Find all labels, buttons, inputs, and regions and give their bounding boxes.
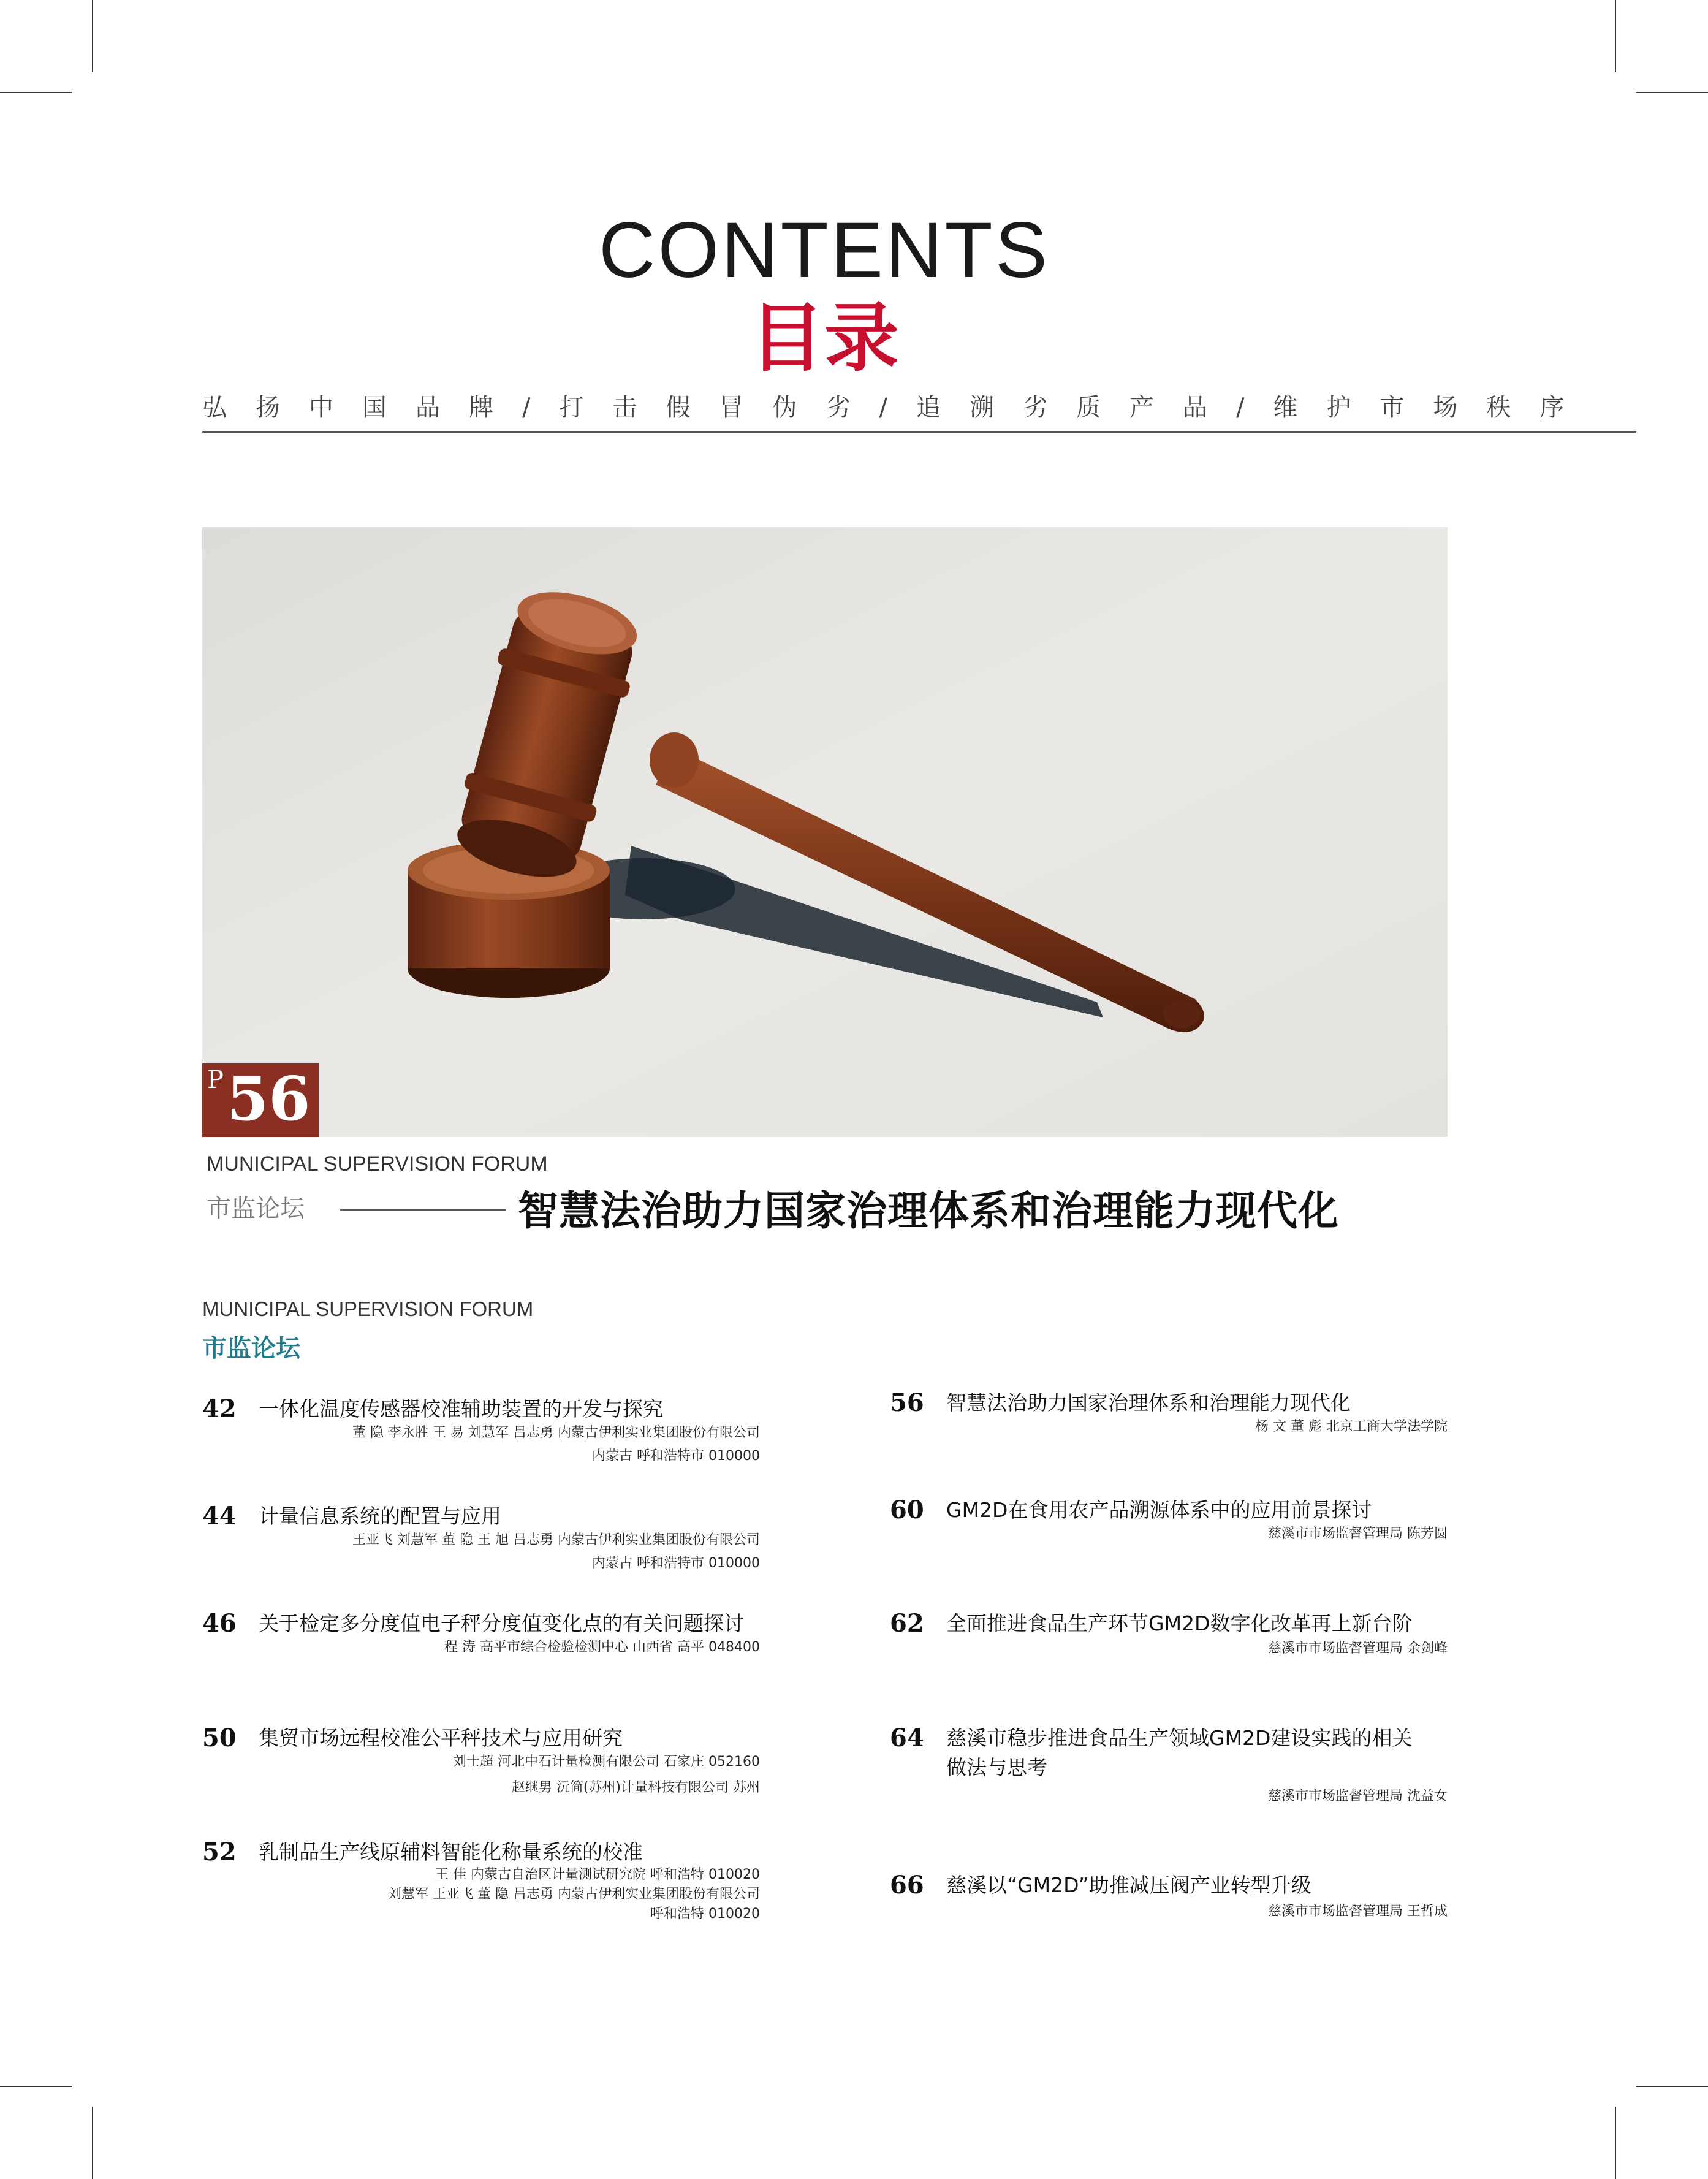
- toc-authors: 董 隐 李永胜 王 易 刘慧军 吕志勇 内蒙古伊利实业集团股份有限公司: [352, 1425, 760, 1440]
- toc-title: 乳制品生产线原辅料智能化称量系统的校准: [259, 1840, 643, 1864]
- contents-title-en: CONTENTS: [599, 207, 1050, 294]
- toc-page-number: 42: [202, 1394, 237, 1423]
- toc-authors: 慈溪市市场监督管理局 沈益女: [1268, 1789, 1448, 1804]
- toc-page-number: 56: [890, 1388, 924, 1417]
- toc-authors: 慈溪市市场监督管理局 陈芳圆: [1268, 1526, 1448, 1542]
- toc-title: 智慧法治助力国家治理体系和治理能力现代化: [946, 1391, 1351, 1415]
- section-name-zh: 市监论坛: [202, 1334, 300, 1363]
- crop-mark: [1615, 2107, 1616, 2179]
- toc-entry[interactable]: [202, 1724, 760, 1803]
- crop-mark: [92, 0, 93, 72]
- toc-authors: 慈溪市市场监督管理局 余剑峰: [1268, 1641, 1448, 1656]
- section-name-en: MUNICIPAL SUPERVISION FORUM: [202, 1298, 534, 1320]
- crop-mark: [0, 2086, 72, 2087]
- toc-page-number: 64: [890, 1724, 924, 1752]
- page-badge-number: 56: [227, 1064, 311, 1135]
- crop-mark: [0, 92, 72, 93]
- toc-entry[interactable]: [202, 1394, 760, 1474]
- toc-title-continued: 做法与思考: [946, 1755, 1047, 1779]
- toc-page-number: 46: [202, 1609, 237, 1638]
- toc-authors: 慈溪市市场监督管理局 王哲成: [1268, 1904, 1448, 1919]
- toc-entry[interactable]: [890, 1724, 1448, 1809]
- page-badge-prefix: P: [207, 1066, 224, 1094]
- feature-title: 智慧法治助力国家治理体系和治理能力现代化: [518, 1187, 1339, 1234]
- toc-page-number: 66: [890, 1871, 924, 1899]
- toc-page-number: 50: [202, 1724, 237, 1752]
- toc-entry[interactable]: [890, 1871, 1448, 1932]
- toc-page-number: 52: [202, 1838, 237, 1866]
- crop-mark: [1636, 92, 1708, 93]
- toc-page-number: 60: [890, 1496, 924, 1524]
- toc-title: 一体化温度传感器校准辅助装置的开发与探究: [259, 1397, 663, 1421]
- toc-title: 关于检定多分度值电子秤分度值变化点的有关问题探讨: [259, 1611, 744, 1635]
- toc-title: 慈溪以“GM2D”助推减压阀产业转型升级: [946, 1873, 1311, 1897]
- toc-authors: 刘士超 河北中石计量检测有限公司 石家庄 052160: [453, 1754, 760, 1770]
- contents-title-zh: 目录: [750, 294, 899, 382]
- crop-mark: [1636, 2086, 1708, 2087]
- toc-page-number: 44: [202, 1502, 237, 1531]
- toc-authors: 内蒙古 呼和浩特市 010000: [592, 1556, 760, 1571]
- toc-entry[interactable]: [202, 1838, 760, 1936]
- gavel-photo: [202, 527, 1448, 1137]
- slogan: 弘扬中国品牌/打击假冒伪劣/追溯劣质产品/维护市场秩序: [202, 394, 1593, 422]
- toc-authors: 程 涛 高平市综合检验检测中心 山西省 高平 048400: [444, 1640, 760, 1655]
- toc-entry[interactable]: [202, 1502, 760, 1581]
- toc-authors: 呼和浩特 010020: [650, 1906, 760, 1922]
- toc-page-number: 62: [890, 1609, 924, 1638]
- toc-authors: 刘慧军 王亚飞 董 隐 吕志勇 内蒙古伊利实业集团股份有限公司: [388, 1887, 760, 1902]
- feature-column-zh: 市监论坛: [207, 1195, 305, 1223]
- toc-title: 计量信息系统的配置与应用: [259, 1504, 501, 1528]
- toc-authors: 内蒙古 呼和浩特市 010000: [592, 1448, 760, 1464]
- feature-column-en: MUNICIPAL SUPERVISION FORUM: [207, 1152, 548, 1176]
- toc-entry[interactable]: [890, 1496, 1448, 1557]
- toc-title: 慈溪市稳步推进食品生产领域GM2D建设实践的相关: [946, 1726, 1413, 1750]
- toc-authors: 赵继男 沅简(苏州)计量科技有限公司 苏州: [511, 1780, 760, 1795]
- toc-entry[interactable]: [202, 1609, 760, 1670]
- toc-title: 集贸市场远程校准公平秤技术与应用研究: [259, 1726, 623, 1750]
- toc-authors: 王 佳 内蒙古自治区计量测试研究院 呼和浩特 010020: [435, 1867, 760, 1882]
- crop-mark: [1615, 0, 1616, 72]
- toc-authors: 王亚飞 刘慧军 董 隐 王 旭 吕志勇 内蒙古伊利实业集团股份有限公司: [352, 1532, 760, 1548]
- feature-divider: [340, 1209, 506, 1211]
- toc-entry[interactable]: [890, 1388, 1448, 1450]
- header-rule: [202, 431, 1636, 433]
- toc-entry[interactable]: [890, 1609, 1448, 1670]
- toc-title: GM2D在食用农产品溯源体系中的应用前景探讨: [946, 1498, 1372, 1522]
- toc-title: 全面推进食品生产环节GM2D数字化改革再上新台阶: [946, 1611, 1413, 1635]
- toc-authors: 杨 文 董 彪 北京工商大学法学院: [1255, 1419, 1448, 1434]
- gavel-illustration: [202, 527, 1448, 1137]
- page-badge: [202, 1063, 319, 1137]
- crop-mark: [92, 2107, 93, 2179]
